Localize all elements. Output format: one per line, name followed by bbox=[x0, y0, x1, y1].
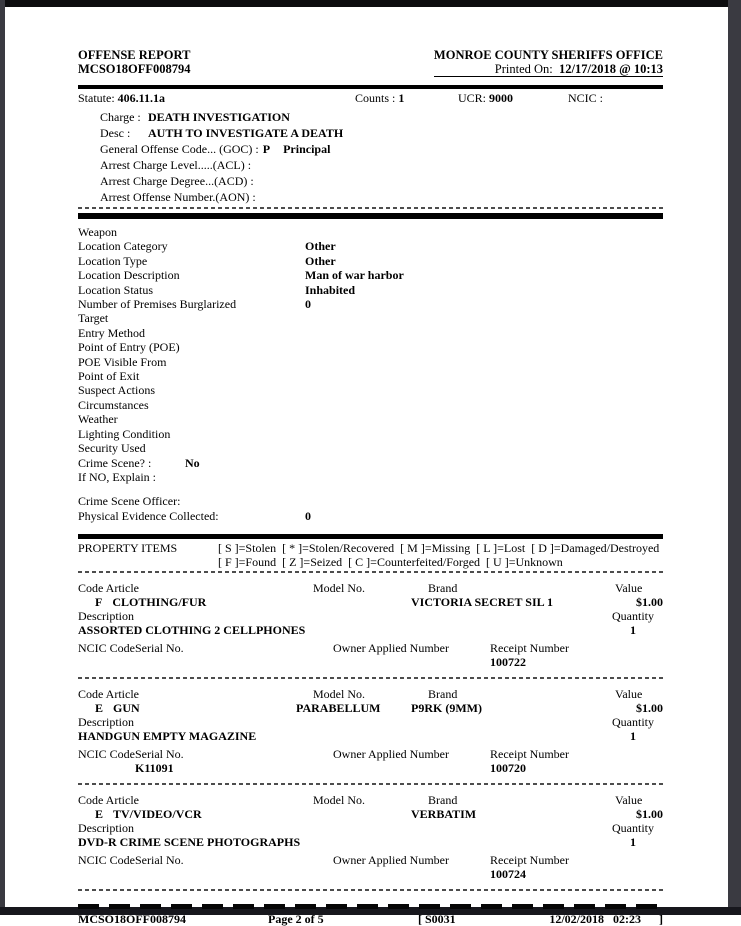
property-section-title: PROPERTY ITEMS bbox=[78, 541, 178, 556]
field-label: Number of Premises Burglarized bbox=[78, 297, 237, 312]
crime-scene-value: No bbox=[185, 455, 200, 470]
brand-header: Brand bbox=[428, 793, 458, 808]
quantity-header: Quantity bbox=[612, 821, 654, 836]
field-label: POE Visible From bbox=[78, 354, 167, 369]
receipt-number-header: Receipt Number bbox=[490, 853, 569, 868]
model-no-header: Model No. bbox=[313, 687, 365, 702]
item-id-value-row bbox=[78, 867, 663, 881]
property-section-header bbox=[78, 541, 663, 569]
item-desc-header-row bbox=[78, 821, 663, 835]
item-id-header-row bbox=[78, 641, 663, 655]
code-article-header: Code Article bbox=[78, 581, 139, 596]
crime-scene-officer-row bbox=[78, 494, 663, 508]
property-section-rule bbox=[78, 534, 663, 539]
item-header-row bbox=[78, 581, 663, 595]
detail-row bbox=[78, 369, 663, 383]
header-rule bbox=[78, 85, 663, 89]
counts-field bbox=[355, 92, 458, 105]
ncic-code-header: NCIC Code bbox=[78, 853, 135, 868]
item-brand: VICTORIA SECRET SIL 1 bbox=[411, 595, 553, 610]
charge-section-divider bbox=[78, 207, 663, 209]
counts-value: 1 bbox=[398, 91, 405, 105]
item-id-header-row bbox=[78, 747, 663, 761]
goc-desc: Principal bbox=[283, 142, 331, 156]
field-label: Lighting Condition bbox=[78, 426, 171, 441]
item-serial-no bbox=[135, 867, 333, 881]
ncic-label: NCIC : bbox=[568, 91, 604, 105]
serial-no-header: Serial No. bbox=[135, 747, 184, 762]
item-model-no: PARABELLUM bbox=[296, 701, 381, 716]
description-header: Description bbox=[78, 609, 134, 624]
field-label: Entry Method bbox=[78, 325, 145, 340]
acl-label: Arrest Charge Level.....(ACL) : bbox=[100, 158, 252, 172]
receipt-number-header: Receipt Number bbox=[490, 641, 569, 656]
field-label: Security Used bbox=[78, 441, 146, 456]
crime-scene-label: Crime Scene? : bbox=[78, 455, 152, 470]
agency-block bbox=[434, 48, 663, 77]
physical-evidence-label: Physical Evidence Collected: bbox=[78, 508, 219, 523]
field-label: Location Type bbox=[78, 253, 148, 268]
item-desc-header-row bbox=[78, 609, 663, 623]
ucr-label: UCR: bbox=[458, 91, 490, 105]
charge-value: DEATH INVESTIGATION bbox=[148, 110, 290, 124]
field-label: Suspect Actions bbox=[78, 383, 155, 398]
field-label: Location Description bbox=[78, 268, 180, 283]
detail-row bbox=[78, 355, 663, 369]
item-model-no bbox=[296, 595, 411, 609]
item-value: $1.00 bbox=[636, 701, 663, 716]
item-receipt-number: 100720 bbox=[490, 761, 526, 776]
description-header: Description bbox=[78, 715, 134, 730]
field-label: Circumstances bbox=[78, 397, 149, 412]
item-id-value-row bbox=[78, 655, 663, 669]
footer-datetime: 12/02/2018 02:23 ] bbox=[549, 912, 663, 926]
item-article: TV/VIDEO/VCR bbox=[113, 807, 202, 822]
if-no-explain-label: If NO, Explain : bbox=[78, 469, 156, 484]
item-desc-row bbox=[78, 729, 663, 743]
ncic-code-header: NCIC Code bbox=[78, 747, 135, 762]
item-model-no bbox=[296, 807, 411, 821]
statute-label: Statute: bbox=[78, 91, 118, 105]
detail-row bbox=[78, 297, 663, 311]
serial-no-header: Serial No. bbox=[135, 853, 184, 868]
item-description: ASSORTED CLOTHING 2 CELLPHONES bbox=[78, 623, 306, 638]
receipt-number-header: Receipt Number bbox=[490, 747, 569, 762]
statute-field bbox=[78, 92, 355, 105]
field-label: Point of Entry (POE) bbox=[78, 340, 180, 355]
item-id-value-row bbox=[78, 761, 663, 775]
property-item bbox=[78, 679, 663, 783]
field-label: Weapon bbox=[78, 225, 118, 239]
detail-row bbox=[78, 326, 663, 340]
window-border-right bbox=[728, 0, 741, 915]
aon-label: Arrest Offense Number.(AON) : bbox=[100, 190, 256, 204]
if-no-explain-row bbox=[78, 470, 663, 484]
brand-header: Brand bbox=[428, 581, 458, 596]
agency-name: MONROE COUNTY SHERIFFS OFFICE bbox=[433, 48, 663, 62]
item-header-row bbox=[78, 687, 663, 701]
acl-row bbox=[78, 157, 663, 173]
desc-value: AUTH TO INVESTIGATE A DEATH bbox=[148, 126, 344, 140]
physical-evidence-row bbox=[78, 509, 663, 523]
code-article-header: Code Article bbox=[78, 793, 139, 808]
field-label: Location Status bbox=[78, 282, 153, 297]
aon-row bbox=[78, 189, 663, 205]
item-article: CLOTHING/FUR bbox=[112, 595, 207, 610]
field-value: Inhabited bbox=[305, 282, 356, 297]
field-label: Location Category bbox=[78, 239, 168, 254]
statute-row bbox=[78, 92, 663, 105]
field-value: 0 bbox=[305, 297, 311, 312]
item-header-row bbox=[78, 793, 663, 807]
item-divider bbox=[78, 889, 663, 891]
detail-row bbox=[78, 398, 663, 412]
owner-applied-number-header: Owner Applied Number bbox=[333, 747, 449, 762]
item-brand: VERBATIM bbox=[411, 807, 477, 822]
field-label: Point of Exit bbox=[78, 369, 140, 384]
window-border-top bbox=[0, 0, 741, 7]
item-code-article bbox=[78, 807, 296, 821]
detail-row bbox=[78, 239, 663, 253]
item-code: F bbox=[95, 595, 103, 610]
goc-label: General Offense Code... (GOC) : bbox=[100, 142, 262, 156]
ncic-field bbox=[568, 92, 603, 105]
report-title-block bbox=[78, 48, 191, 77]
item-description: DVD-R CRIME SCENE PHOTOGRAPHS bbox=[78, 835, 301, 850]
printed-on-label: Printed On: bbox=[494, 62, 559, 76]
item-value-row bbox=[78, 807, 663, 821]
item-value: $1.00 bbox=[636, 595, 663, 610]
detail-row bbox=[78, 254, 663, 268]
item-value: $1.00 bbox=[636, 807, 663, 822]
value-header: Value bbox=[615, 581, 643, 596]
field-value: Other bbox=[305, 239, 336, 254]
property-item bbox=[78, 785, 663, 889]
detail-row bbox=[78, 383, 663, 397]
item-code-article bbox=[78, 595, 296, 609]
item-brand: P9RK (9MM) bbox=[411, 701, 482, 716]
detail-row bbox=[78, 340, 663, 354]
statute-value: 406.11.1a bbox=[117, 91, 166, 105]
charge-section bbox=[78, 109, 663, 205]
acd-label: Arrest Charge Degree...(ACD) : bbox=[100, 174, 254, 188]
code-article-header: Code Article bbox=[78, 687, 139, 702]
item-desc-row bbox=[78, 835, 663, 849]
detail-row bbox=[78, 283, 663, 297]
report-page bbox=[5, 7, 728, 926]
report-content bbox=[78, 7, 663, 926]
printed-on-value: 12/17/2018 @ 10:13 bbox=[559, 62, 663, 76]
detail-row bbox=[78, 311, 663, 325]
goc-row bbox=[78, 141, 663, 157]
detail-row bbox=[78, 268, 663, 282]
footer-terminal-id: [ S0031 bbox=[418, 912, 456, 926]
page-footer bbox=[78, 912, 663, 926]
item-serial-no: K11091 bbox=[135, 761, 174, 776]
serial-no-header: Serial No. bbox=[135, 641, 184, 656]
item-desc-header-row bbox=[78, 715, 663, 729]
detail-row bbox=[78, 225, 663, 239]
legend-line-2: [ F ]=Found [ Z ]=Seized [ C ]=Counterfeited/Forged [ U ]=Unknown bbox=[218, 555, 563, 570]
goc-code: P bbox=[262, 142, 271, 156]
crime-scene-row bbox=[78, 456, 663, 470]
counts-label: Counts : bbox=[355, 91, 399, 105]
offense-details-section bbox=[78, 225, 663, 523]
detail-row bbox=[78, 441, 663, 455]
ucr-value: 9000 bbox=[489, 91, 514, 105]
item-desc-row bbox=[78, 623, 663, 637]
field-label: Target bbox=[78, 311, 109, 326]
report-header bbox=[78, 7, 663, 77]
detail-row bbox=[78, 412, 663, 426]
item-id-header-row bbox=[78, 853, 663, 867]
footer-rule bbox=[78, 904, 663, 909]
property-item bbox=[78, 573, 663, 677]
item-quantity: 1 bbox=[630, 835, 636, 850]
detail-row bbox=[78, 427, 663, 441]
charge-label: Charge : bbox=[100, 110, 141, 124]
owner-applied-number-header: Owner Applied Number bbox=[333, 641, 449, 656]
field-value: Other bbox=[305, 253, 336, 268]
report-title: OFFENSE REPORT bbox=[78, 48, 191, 62]
desc-label: Desc : bbox=[100, 126, 131, 140]
model-no-header: Model No. bbox=[313, 793, 365, 808]
footer-case-number: MCSO18OFF008794 bbox=[78, 912, 186, 926]
ncic-code-header: NCIC Code bbox=[78, 641, 135, 656]
description-header: Description bbox=[78, 821, 134, 836]
item-quantity: 1 bbox=[630, 623, 636, 638]
item-receipt-number: 100722 bbox=[490, 655, 526, 670]
item-code: E bbox=[95, 807, 104, 822]
crime-scene-officer-label: Crime Scene Officer: bbox=[78, 494, 181, 509]
item-description: HANDGUN EMPTY MAGAZINE bbox=[78, 729, 257, 744]
item-code-article bbox=[78, 701, 296, 715]
item-code: E bbox=[95, 701, 104, 716]
value-header: Value bbox=[615, 687, 643, 702]
acd-row bbox=[78, 173, 663, 189]
item-value-row bbox=[78, 595, 663, 609]
item-serial-no bbox=[135, 655, 333, 669]
item-value-row bbox=[78, 701, 663, 715]
quantity-header: Quantity bbox=[612, 609, 654, 624]
physical-evidence-value: 0 bbox=[305, 508, 311, 523]
item-quantity: 1 bbox=[630, 729, 636, 744]
field-value: Man of war harbor bbox=[305, 268, 404, 283]
item-article: GUN bbox=[113, 701, 140, 716]
ucr-field bbox=[458, 92, 568, 105]
field-label: Weather bbox=[78, 412, 118, 427]
footer-page-info: Page 2 of 5 bbox=[268, 912, 324, 926]
property-code-legend bbox=[218, 541, 659, 569]
desc-row bbox=[78, 125, 663, 141]
value-header: Value bbox=[615, 793, 643, 808]
charge-row bbox=[78, 109, 663, 125]
owner-applied-number-header: Owner Applied Number bbox=[333, 853, 449, 868]
legend-line-1: [ S ]=Stolen [ * ]=Stolen/Recovered [ M ]=Missing [ L ]=Lost [ D ]=Damaged/Destroyed bbox=[218, 541, 660, 556]
item-receipt-number: 100724 bbox=[490, 867, 526, 882]
case-number: MCSO18OFF008794 bbox=[78, 62, 191, 76]
brand-header: Brand bbox=[428, 687, 458, 702]
section-rule bbox=[78, 213, 663, 219]
quantity-header: Quantity bbox=[612, 715, 654, 730]
model-no-header: Model No. bbox=[313, 581, 365, 596]
printed-on-row bbox=[434, 62, 663, 77]
